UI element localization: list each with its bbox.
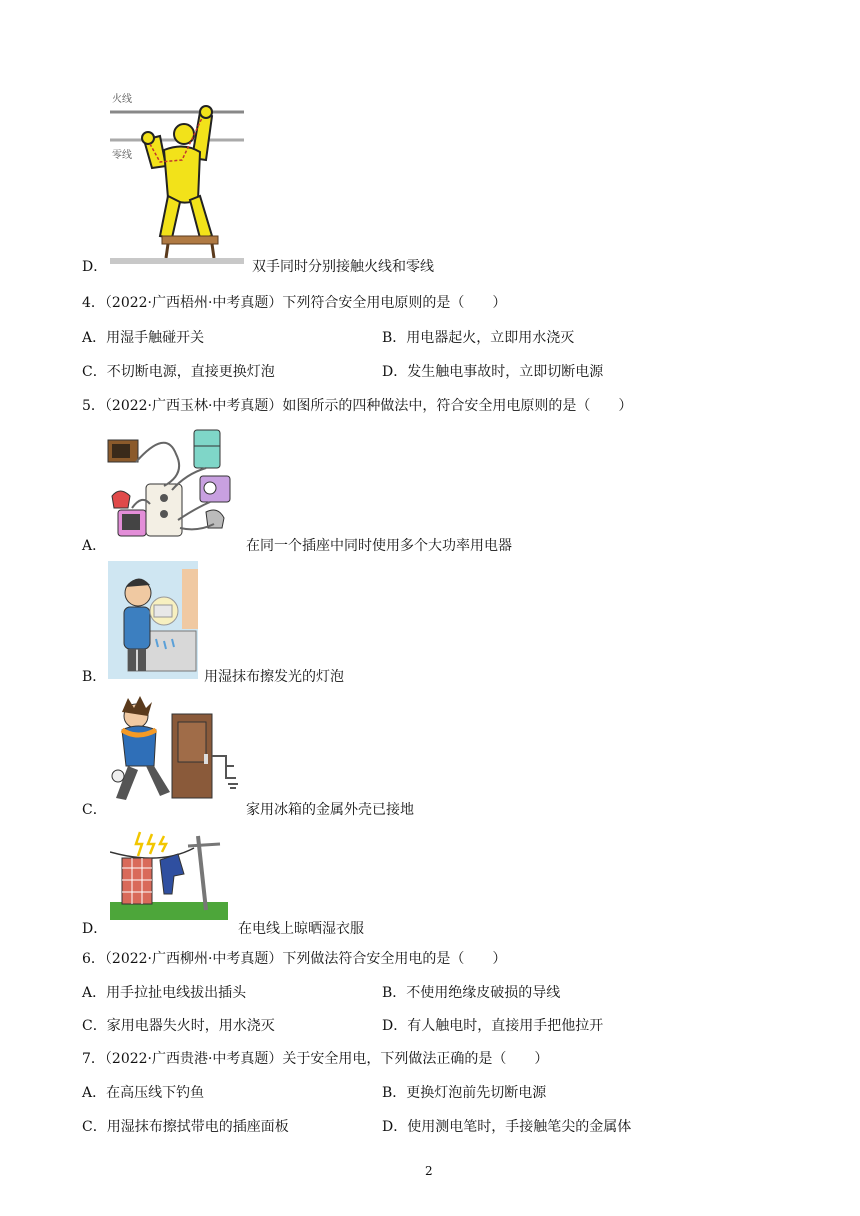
q4-option-b: B．用电器起火，立即用水浇灭 (382, 330, 575, 346)
q6-option-c: C．家用电器失火时，用水浇灭 (82, 1018, 275, 1034)
q7-option-a: A．在高压线下钓鱼 (82, 1085, 205, 1101)
question-5-stem: 5．（2022·广西玉林·中考真题）如图所示的四种做法中，符合安全用电原则的是（ ） (82, 398, 633, 414)
q5-option-d-letter: D． (82, 921, 108, 937)
electric-shock-illustration (108, 88, 248, 268)
neutral-wire-label: 零线 (112, 150, 132, 161)
page-number: 2 (425, 1164, 433, 1178)
q3-option-d-text: 双手同时分别接触火线和零线 (252, 259, 434, 275)
q4-option-c: C．不切断电源，直接更换灯泡 (82, 364, 275, 380)
q4-option-d: D．发生触电事故时，立即切断电源 (382, 364, 604, 380)
overloaded-socket-illustration (106, 424, 238, 548)
q5-option-b-text: 用湿抹布擦发光的灯泡 (204, 669, 344, 685)
grounded-fridge-illustration (108, 696, 242, 808)
question-4-stem: 4．（2022·广西梧州·中考真题）下列符合安全用电原则的是（ ） (82, 295, 507, 311)
q4-option-a: A．用湿手触碰开关 (82, 330, 205, 346)
q6-option-d: D．有人触电时，直接用手把他拉开 (382, 1018, 604, 1034)
q5-option-c-text: 家用冰箱的金属外壳已接地 (246, 802, 414, 818)
q3-option-d (82, 256, 107, 276)
question-7-stem: 7．（2022·广西贵港·中考真题）关于安全用电，下列做法正确的是（ ） (82, 1051, 549, 1067)
q5-option-a-text: 在同一个插座中同时使用多个大功率用电器 (246, 538, 512, 554)
option-letter: D． (82, 259, 108, 275)
wiping-bulb-illustration (108, 561, 198, 679)
clothes-on-wire-illustration (110, 830, 228, 920)
q6-option-b: B．不使用绝缘皮破损的导线 (382, 985, 561, 1001)
live-wire-label: 火线 (112, 94, 132, 105)
q5-option-a-letter: A． (82, 538, 107, 554)
q5-option-c-letter: C． (82, 802, 107, 818)
q5-option-b-letter: B． (82, 669, 107, 685)
q7-option-d: D．使用测电笔时，手接触笔尖的金属体 (382, 1119, 632, 1135)
q5-option-d-text: 在电线上晾晒湿衣服 (238, 921, 364, 937)
q7-option-b: B．更换灯泡前先切断电源 (382, 1085, 547, 1101)
question-6-stem: 6．（2022·广西柳州·中考真题）下列做法符合安全用电的是（ ） (82, 951, 507, 967)
q6-option-a: A．用手拉扯电线拔出插头 (82, 985, 247, 1001)
q7-option-c: C．用湿抹布擦拭带电的插座面板 (82, 1119, 289, 1135)
